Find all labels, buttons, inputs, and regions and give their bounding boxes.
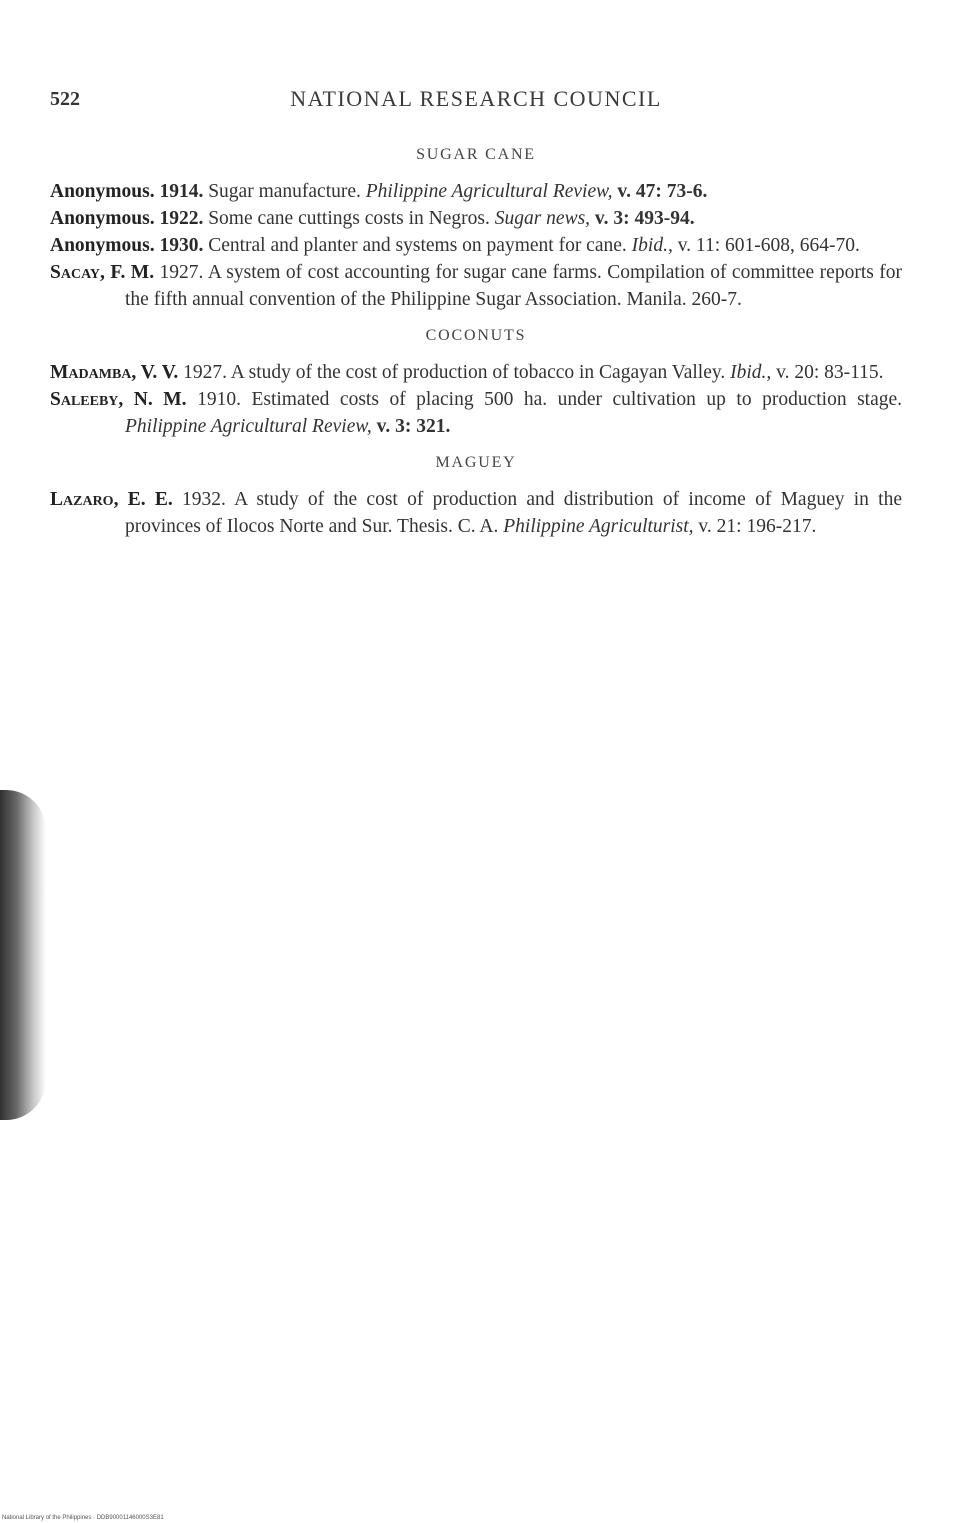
entry-journal: Philippine Agricultural Review, [365,181,613,202]
page-binding-shadow [0,790,46,1120]
entry-journal: Philippine Agriculturist, [503,516,694,537]
bibliography-entry [50,232,902,259]
section-sugar-cane [50,146,902,313]
entry-reference: Manila. 260-7. [626,289,742,310]
entry-title: Sugar manufacture. [208,181,361,202]
entry-year: 1932. [182,489,226,510]
entry-title: A system of cost accounting for sugar cane farms. Compilation of committee reports for the fifth annual convention of the Philippine Sugar Association. [125,262,903,310]
bibliography [50,146,902,540]
bibliography-entry [50,486,902,540]
entry-year: 1910. [197,389,241,410]
entry-journal: Sugar news, [494,208,591,229]
page-header [50,86,902,120]
entry-reference: v. 47: 73-6. [617,181,708,202]
entry-author: Lazaro, E. E. [50,489,173,510]
entry-journal: Philippine Agricultural Review, [125,416,372,437]
entry-reference: v. 21: 196-217. [698,516,817,537]
entry-title: Central and planter and systems on payment for cane. [208,235,627,256]
bibliography-entry [50,259,902,313]
entry-year: 1922. [159,208,204,229]
bibliography-entry [50,178,902,205]
entry-year: 1914. [159,181,204,202]
section-heading: SUGAR CANE [416,146,536,163]
entry-year: 1927. [159,262,204,283]
entry-author: Sacay, F. M. [50,262,155,283]
entry-author: Anonymous. [50,208,155,229]
entry-reference: v. 3: 321. [376,416,451,437]
entry-journal: Ibid., [631,235,673,256]
entry-reference: v. 11: 601-608, 664-70. [677,235,860,256]
section-coconuts [50,327,902,440]
bibliography-entry [50,386,902,440]
entry-author: Anonymous. [50,235,155,256]
bibliography-entry [50,205,902,232]
entry-reference: v. 20: 83-115. [776,362,884,383]
running-title: NATIONAL RESEARCH COUNCIL [290,86,662,111]
section-heading: COCONUTS [425,327,527,344]
entry-title: Estimated costs of placing 500 ha. under cultivation up to production stage. [251,389,903,410]
entry-year: 1930. [159,235,204,256]
entry-author: Anonymous. [50,181,155,202]
scan-footer-note: National Library of the Philippines · DDB90001146000S3E81 [2,1515,164,1521]
bibliography-entry [50,359,902,386]
page-number: 522 [50,88,80,110]
section-heading: MAGUEY [435,454,517,471]
entry-author: Saleeby, N. M. [50,389,187,410]
entry-reference: v. 3: 493-94. [594,208,695,229]
entry-title: A study of the cost of production and distribution of income of Maguey in the provinces of Ilocos Norte and Sur. Thesis. C. A. [125,489,903,537]
entry-journal: Ibid., [730,362,772,383]
entry-author: Madamba, V. V. [50,362,179,383]
section-maguey [50,454,902,540]
entry-year: 1927. [183,362,227,383]
entry-title: Some cane cuttings costs in Negros. [208,208,490,229]
entry-title: A study of the cost of production of tobacco in Cagayan Valley. [230,362,726,383]
